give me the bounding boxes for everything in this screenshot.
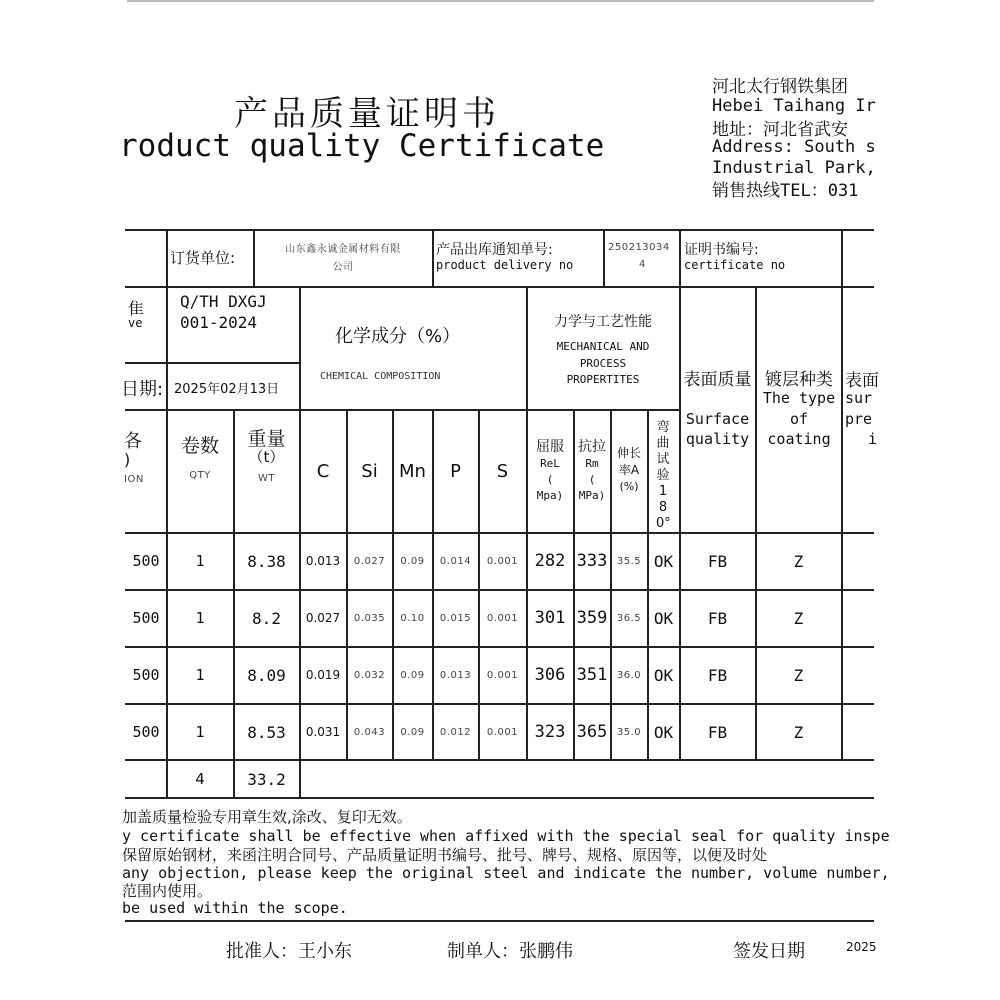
cell-p: 0.013 [439, 669, 472, 681]
cell-rm: 359 [576, 608, 608, 628]
cell-qty: 1 [195, 609, 205, 627]
cell-s: 0.001 [486, 669, 519, 681]
rule [125, 409, 679, 411]
cell-coating: Z [793, 665, 804, 685]
next-col-title-en-3: i [868, 430, 878, 448]
cell-coating: Z [793, 551, 804, 571]
cell-elongation: 35.5 [616, 555, 642, 567]
cell-spec: 500 [132, 666, 160, 684]
spec-header-en: ION [124, 474, 144, 485]
cell-surface: FB [707, 722, 728, 742]
customer-label: 订货单位: [170, 249, 236, 267]
coating-title-zh: 镀层种类 [765, 369, 833, 390]
coating-title-en-3: coating [767, 430, 831, 448]
rule [125, 362, 300, 364]
cell-qty: 1 [195, 552, 205, 570]
cell-bend: OK [653, 722, 674, 742]
chem-col-c: C [316, 460, 330, 482]
cell-rm: 365 [576, 722, 608, 742]
qty-header-en: QTY [189, 469, 211, 481]
preparer: 制单人：张鹏伟 [447, 941, 573, 962]
top-rule [127, 0, 874, 2]
cell-c: 0.027 [305, 611, 341, 625]
note-line-5: 范围内使用。 [122, 882, 213, 900]
cell-c: 0.019 [305, 668, 341, 682]
rule [432, 229, 434, 286]
cell-elongation: 36.5 [616, 612, 642, 624]
cell-mn: 0.09 [400, 555, 425, 567]
cell-coating: Z [793, 722, 804, 742]
cell-rm: 351 [576, 665, 608, 685]
yield-header-en: ReL [540, 456, 560, 470]
cell-elongation: 36.0 [616, 669, 642, 681]
tensile-header-p2: MPa) [578, 488, 606, 502]
delivery-label-zh: 产品出库通知单号: [436, 242, 553, 258]
cell-surface: FB [707, 608, 728, 628]
yield-header-p1: ( [546, 472, 554, 486]
elong-header-2: 率A [618, 462, 640, 477]
company-name-zh: 河北太行钢铁集团 [712, 77, 848, 97]
cell-surface: FB [707, 551, 728, 571]
date-label: 日期: [121, 379, 164, 400]
next-col-title-zh: 表面 [845, 371, 879, 391]
cell-s: 0.001 [486, 726, 519, 738]
cell-mn: 0.10 [400, 612, 425, 624]
standard-value-1: Q/TH DXGJ [180, 292, 267, 311]
cell-wt: 8.53 [247, 722, 286, 742]
date-value: 2025年02月13日 [174, 382, 280, 397]
cell-bend: OK [653, 608, 674, 628]
mech-title-en-3: PROPERTITES [566, 372, 640, 386]
elong-header-3: (%) [619, 479, 639, 493]
chem-title-zh: 化学成分（%） [335, 326, 461, 347]
cert-label-en: certificate no [684, 258, 786, 272]
mech-title-zh: 力学与工艺性能 [554, 314, 652, 330]
approver: 批准人：王小东 [226, 941, 352, 962]
spec-header-paren: ) [124, 450, 131, 469]
cell-mn: 0.09 [400, 669, 425, 681]
note-line-2: y certificate shall be effective when affixed with the special seal for quality inspe [122, 827, 890, 845]
standard-value-2: 001-2024 [180, 313, 258, 332]
cell-c: 0.031 [305, 725, 341, 739]
customer-value-2: 公司 [332, 261, 354, 273]
cell-wt: 8.2 [252, 608, 281, 628]
cell-spec: 500 [132, 552, 160, 570]
company-hotline: 销售热线TEL：031 [712, 181, 859, 201]
cell-p: 0.014 [439, 555, 472, 567]
chem-col-mn: Mn [399, 460, 426, 482]
cell-rel: 323 [534, 722, 566, 742]
rule [125, 229, 874, 231]
cell-si: 0.043 [353, 726, 386, 738]
cell-elongation: 35.0 [616, 726, 642, 738]
coating-title-en-2: of [789, 410, 809, 428]
cell-spec: 500 [132, 609, 160, 627]
rule [603, 229, 605, 286]
delivery-value-2: 4 [639, 259, 646, 270]
qty-header-zh: 卷数 [180, 434, 219, 457]
note-line-1: 加盖质量检验专用章生效,涂改、复印无效。 [122, 808, 412, 826]
cell-rel: 306 [534, 665, 566, 685]
yield-header-p2: Mpa) [536, 488, 564, 502]
cell-wt: 8.38 [247, 551, 286, 571]
tensile-header-zh: 抗拉 [578, 439, 606, 455]
cell-surface: FB [707, 665, 728, 685]
cell-si: 0.035 [353, 612, 386, 624]
cell-spec: 500 [132, 723, 160, 741]
rule [125, 920, 874, 922]
total-qty: 4 [195, 770, 205, 788]
mech-title-en-1: MECHANICAL AND [556, 339, 650, 353]
cell-qty: 1 [195, 666, 205, 684]
rule [125, 797, 874, 799]
cell-qty: 1 [195, 723, 205, 741]
surface-title-en-1: Surface [685, 410, 750, 428]
surface-title-zh: 表面质量 [683, 369, 752, 390]
elong-header-1: 伸长 [616, 445, 641, 460]
issue-date-value: 2025 [846, 940, 877, 954]
cell-s: 0.001 [486, 555, 519, 567]
cert-label-zh: 证明书编号: [684, 242, 759, 258]
cell-c: 0.013 [305, 554, 341, 568]
delivery-value-1: 250213034 [608, 242, 670, 253]
tensile-header-en: Rm [585, 456, 599, 470]
standard-label-en: ve [128, 316, 143, 330]
cell-coating: Z [793, 608, 804, 628]
next-col-title-en-2: pre [845, 410, 873, 428]
wt-header-zh: 重量 [247, 427, 286, 450]
wt-header-en: WT [258, 472, 275, 484]
chem-col-si: Si [361, 460, 378, 482]
cell-p: 0.015 [439, 612, 472, 624]
chem-col-s: S [496, 460, 509, 482]
cell-mn: 0.09 [400, 726, 425, 738]
company-address-en-2: Industrial Park, [712, 158, 876, 178]
chem-col-p: P [450, 460, 461, 482]
cell-wt: 8.09 [247, 665, 286, 685]
issue-date-label: 签发日期 [733, 941, 805, 962]
surface-title-en-2: quality [685, 430, 750, 448]
total-wt: 33.2 [247, 769, 286, 789]
spec-header-zh: 各 [124, 431, 142, 452]
coating-title-en-1: The type [762, 389, 836, 407]
note-line-3: 保留原始钢材，来函注明合同号、产品质量证明书编号、批号、牌号、规格、原因等，以便及时处 [122, 846, 768, 864]
company-address-zh: 地址：河北省武安 [712, 120, 848, 140]
chem-title-en: CHEMICAL COMPOSITION [320, 371, 441, 382]
note-line-4: any objection, please keep the original steel and indicate the number, volume number, [122, 864, 890, 882]
cell-rm: 333 [576, 551, 608, 571]
cell-rel: 301 [534, 608, 566, 628]
delivery-label-en: product delivery no [436, 258, 574, 272]
title-en: roduct quality Certificate [119, 128, 605, 164]
bend-header: 弯曲试验180° [656, 420, 671, 531]
note-line-6: be used within the scope. [122, 899, 348, 917]
tensile-header-p1: ( [588, 472, 596, 486]
wt-header-unit: （t） [248, 447, 285, 466]
cell-rel: 282 [534, 551, 566, 571]
customer-value-1: 山东鑫永诚金属材料有限 [285, 243, 401, 255]
company-name-en: Hebei Taihang Ir [712, 96, 876, 116]
cell-bend: OK [653, 551, 674, 571]
next-col-title-en-1: sur [845, 389, 873, 407]
mech-title-en-2: PROCESS [579, 356, 627, 370]
cell-s: 0.001 [486, 612, 519, 624]
yield-header-zh: 屈服 [536, 439, 564, 455]
standard-label-zh: 隹 [128, 299, 145, 318]
title-zh: 产品质量证明书 [234, 94, 500, 134]
rule [125, 286, 874, 288]
cell-bend: OK [653, 665, 674, 685]
cell-si: 0.027 [353, 555, 386, 567]
cell-si: 0.032 [353, 669, 386, 681]
company-address-en-1: Address: South s [712, 137, 876, 157]
cell-p: 0.012 [439, 726, 472, 738]
rule [841, 229, 843, 759]
